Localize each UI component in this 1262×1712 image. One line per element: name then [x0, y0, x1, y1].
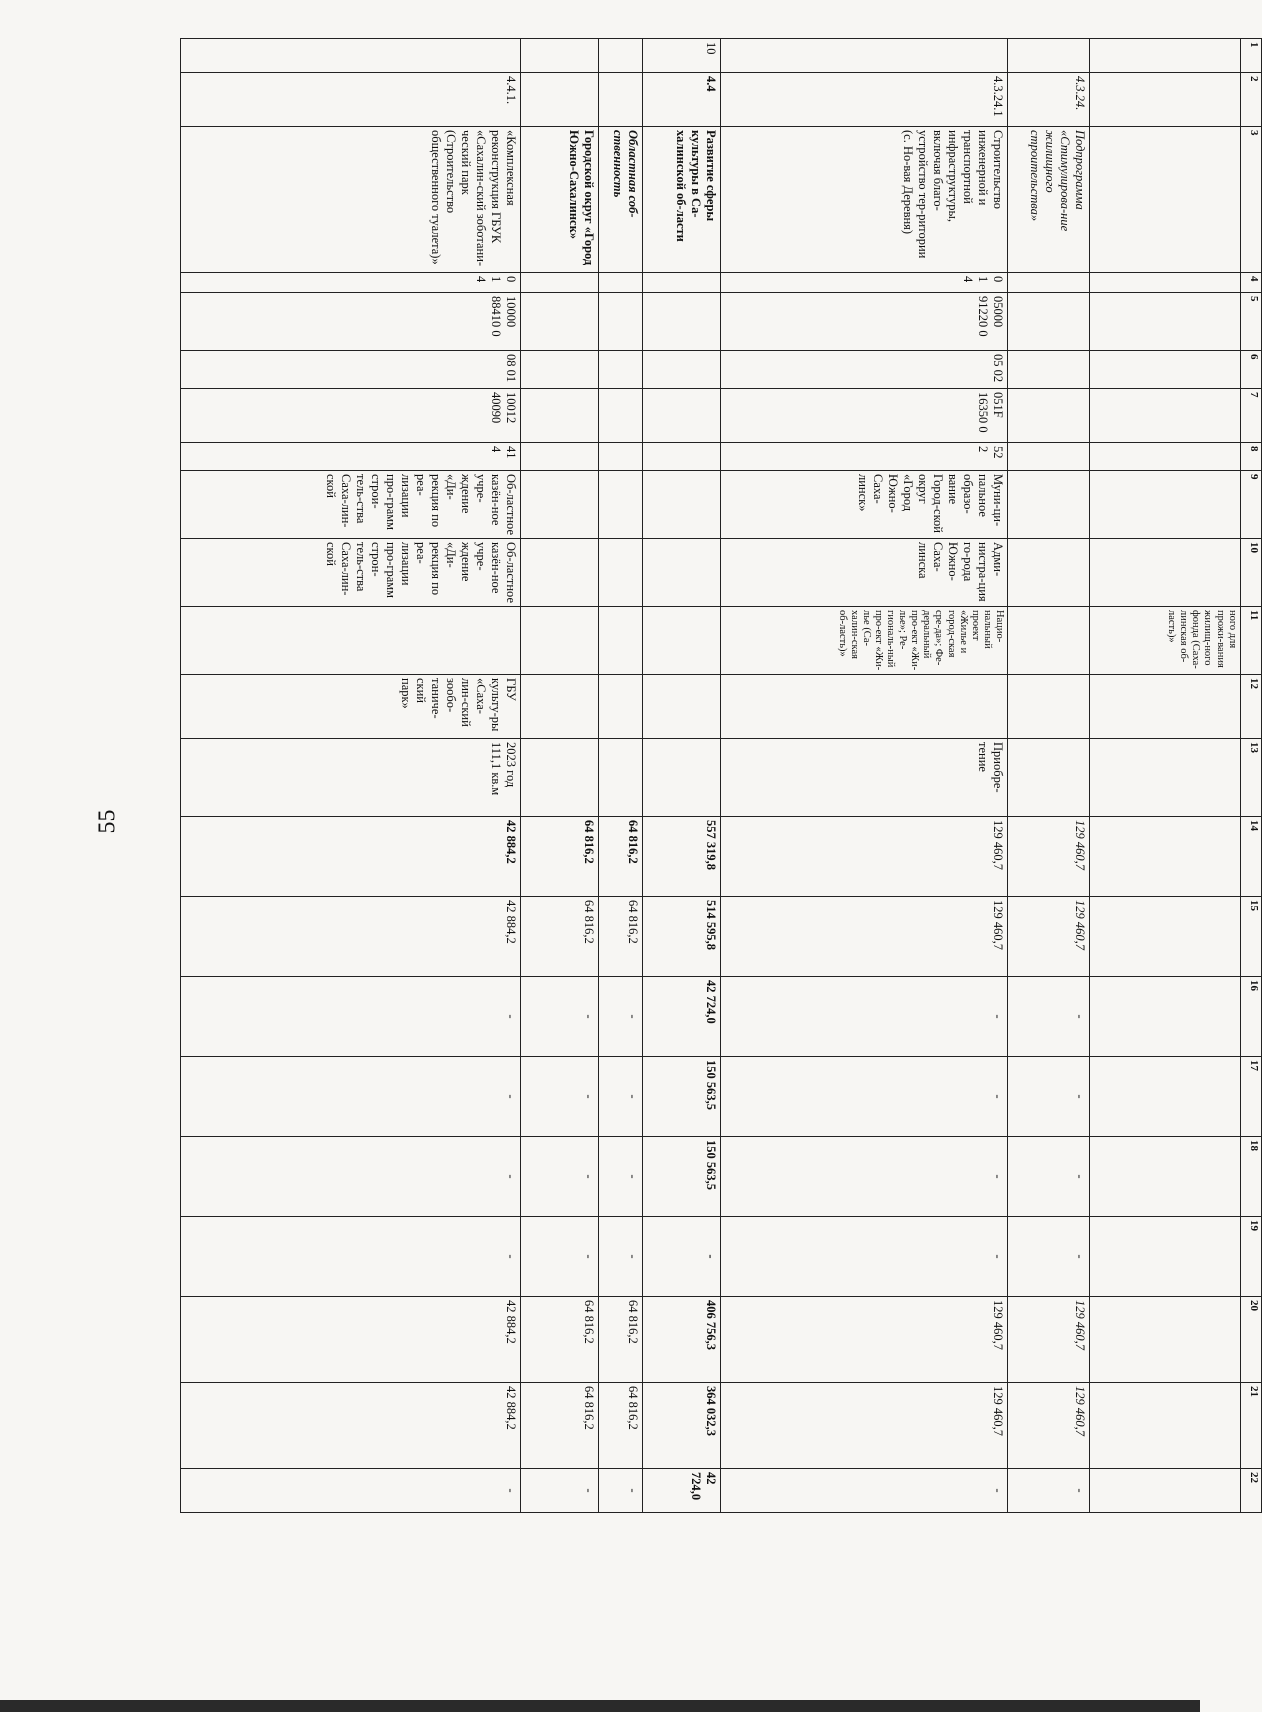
cell: - — [520, 1469, 598, 1513]
cell: 129 460,7 — [1007, 817, 1089, 897]
col-header: 19 — [1240, 1217, 1261, 1297]
col-header: 21 — [1240, 1383, 1261, 1469]
cell — [598, 675, 642, 739]
cell: 4.4 — [642, 73, 720, 127]
cell: 129 460,7 — [720, 897, 1007, 977]
cell — [1089, 897, 1240, 977]
cell: 64 816,2 — [520, 1383, 598, 1469]
cell: ного для прожи-вания жилищ-ного фонда (Саха-линская об-ласть)» — [1089, 607, 1240, 675]
cell: - — [181, 1217, 521, 1297]
cell — [1089, 351, 1240, 389]
cell — [181, 39, 521, 73]
col-header: 13 — [1240, 739, 1261, 817]
cell: 4.4.1. — [181, 73, 521, 127]
cell — [520, 471, 598, 539]
cell: 150 563,5 — [642, 1057, 720, 1137]
cell — [1089, 127, 1240, 273]
cell: - — [520, 1137, 598, 1217]
cell — [720, 39, 1007, 73]
cell: Городской округ «Город Южно-Сахалинск» — [520, 127, 598, 273]
cell: 051F 16350 0 — [720, 389, 1007, 443]
cell: Приобре-тение — [720, 739, 1007, 817]
cell — [520, 539, 598, 607]
cell — [1089, 73, 1240, 127]
cell: 41 4 — [181, 443, 521, 471]
cell: - — [720, 1217, 1007, 1297]
scan-edge — [0, 1700, 1200, 1712]
cell: 64 816,2 — [598, 1297, 642, 1383]
cell — [642, 471, 720, 539]
cell: - — [181, 1137, 521, 1217]
cell — [520, 39, 598, 73]
cell — [1089, 539, 1240, 607]
cell — [598, 273, 642, 293]
cell — [1089, 675, 1240, 739]
cell — [181, 607, 521, 675]
cell: 42 884,2 — [181, 817, 521, 897]
cell: 406 756,3 — [642, 1297, 720, 1383]
cell — [598, 39, 642, 73]
cell: 129 460,7 — [1007, 1297, 1089, 1383]
cell: - — [1007, 1057, 1089, 1137]
cell: 514 595,8 — [642, 897, 720, 977]
col-header: 22 — [1240, 1469, 1261, 1513]
col-header: 4 — [1240, 273, 1261, 293]
cell — [642, 293, 720, 351]
cell — [598, 471, 642, 539]
cell: Развитие сферы культуры в Са-халинской об-ласти — [642, 127, 720, 273]
cell: ГБУ культу-ры «Саха-лин-ский зообо-таниче-ский парк» — [181, 675, 521, 739]
col-header: 10 — [1240, 539, 1261, 607]
cell — [1089, 977, 1240, 1057]
table-row — [598, 39, 642, 1513]
col-header: 17 — [1240, 1057, 1261, 1137]
col-header: 7 — [1240, 389, 1261, 443]
cell: - — [520, 1057, 598, 1137]
cell: - — [720, 977, 1007, 1057]
cell: - — [720, 1469, 1007, 1513]
cell: 42 884,2 — [181, 897, 521, 977]
cell: 2023 год 111,1 кв.м — [181, 739, 521, 817]
table-row — [520, 39, 598, 1513]
cell: - — [598, 977, 642, 1057]
cell — [1089, 389, 1240, 443]
col-header: 11 — [1240, 607, 1261, 675]
cell: - — [181, 1057, 521, 1137]
cell: 42 884,2 — [181, 1383, 521, 1469]
cell: 364 032,3 — [642, 1383, 720, 1469]
cell — [1089, 1137, 1240, 1217]
table-row — [1007, 39, 1089, 1513]
cell — [1089, 817, 1240, 897]
cell — [520, 73, 598, 127]
cell: 4.3.24.1 — [720, 73, 1007, 127]
cell: 10 — [642, 39, 720, 73]
col-header: 12 — [1240, 675, 1261, 739]
col-header: 14 — [1240, 817, 1261, 897]
cell: 129 460,7 — [720, 817, 1007, 897]
cell — [1007, 273, 1089, 293]
cell — [1007, 739, 1089, 817]
cell — [1007, 351, 1089, 389]
cell — [598, 351, 642, 389]
cell — [1089, 39, 1240, 73]
cell: «Комплексная реконструкция ГБУК «Сахалин-ский зоботани-ческий парк (Строительство общественного туалета)» — [181, 127, 521, 273]
cell: 64 816,2 — [520, 897, 598, 977]
cell: 0 1 4 — [720, 273, 1007, 293]
cell: - — [520, 1217, 598, 1297]
cell: Об-ластное казён-ное учре-ждение «Ди-рекция по реа-лизации про-грамм строн-тель-ства Саха-лин-ской — [181, 539, 521, 607]
cell — [1007, 675, 1089, 739]
cell — [1007, 539, 1089, 607]
col-header: 6 — [1240, 351, 1261, 389]
cell: 557 319,8 — [642, 817, 720, 897]
col-header: 15 — [1240, 897, 1261, 977]
cell: Подпрограмма «Стимулирова-ние жилищного строительства» — [1007, 127, 1089, 273]
cell — [642, 607, 720, 675]
cell: Адми-нистра-ция го-рода Южно-Саха-линска — [720, 539, 1007, 607]
cell — [1089, 293, 1240, 351]
cell — [1089, 1297, 1240, 1383]
cell — [1007, 39, 1089, 73]
col-header: 16 — [1240, 977, 1261, 1057]
cell: 52 2 — [720, 443, 1007, 471]
cell — [642, 273, 720, 293]
cell: - — [1007, 1137, 1089, 1217]
cell: 129 460,7 — [1007, 1383, 1089, 1469]
cell — [720, 675, 1007, 739]
cell: 129 460,7 — [1007, 897, 1089, 977]
cell — [1089, 273, 1240, 293]
table-row — [720, 39, 1007, 1513]
cell — [520, 607, 598, 675]
cell — [520, 273, 598, 293]
cell: 64 816,2 — [520, 817, 598, 897]
cell — [642, 389, 720, 443]
cell: Областная соб-ственность — [598, 127, 642, 273]
cell: - — [181, 1469, 521, 1513]
column-number-row — [1240, 39, 1261, 1513]
cell: Нацио-нальный проект «Жилье и город-ская сре-да»; Фе-деральный про-ект «Жи-лье»; Ре-гиональ-ный про-ект «Жи-лье (Са-халин-ская об-ласть)» — [720, 607, 1007, 675]
cell: 64 816,2 — [598, 897, 642, 977]
cell: 10012 40090 — [181, 389, 521, 443]
cell: 42 724,0 — [642, 1469, 720, 1513]
cell: 05000 91220 0 — [720, 293, 1007, 351]
cell: - — [1007, 977, 1089, 1057]
cell: - — [598, 1469, 642, 1513]
cell: 4.3.24. — [1007, 73, 1089, 127]
cell: 64 816,2 — [598, 1383, 642, 1469]
program-funding-table — [180, 38, 1262, 1513]
cell — [598, 539, 642, 607]
cell: 64 816,2 — [598, 817, 642, 897]
col-header: 18 — [1240, 1137, 1261, 1217]
cell: - — [598, 1217, 642, 1297]
col-header: 1 — [1240, 39, 1261, 73]
cell: - — [1007, 1469, 1089, 1513]
cell — [1089, 1217, 1240, 1297]
cell: - — [598, 1057, 642, 1137]
cell — [642, 739, 720, 817]
cell: - — [1007, 1217, 1089, 1297]
cell — [1089, 1057, 1240, 1137]
cell: - — [181, 977, 521, 1057]
col-header: 2 — [1240, 73, 1261, 127]
cell — [520, 389, 598, 443]
cell: Об-ластное казён-ное учре-ждение «Ди-рекция по реа-лизации про-грамм строи-тель-ства Саха-лин-ской — [181, 471, 521, 539]
table-row — [1089, 39, 1240, 1513]
cell: Муни-ци-пальное образо-вание Город-ской округ «Город Южно-Саха-линск» — [720, 471, 1007, 539]
cell: Строительство инженерной и транспортной инфраструктуры, включая благо-устройство тер-ритории (с. Но-вая Деревня) — [720, 127, 1007, 273]
cell — [1089, 471, 1240, 539]
cell — [1089, 1383, 1240, 1469]
cell: 42 884,2 — [181, 1297, 521, 1383]
cell — [1089, 443, 1240, 471]
cell — [598, 443, 642, 471]
cell — [598, 73, 642, 127]
cell: 129 460,7 — [720, 1297, 1007, 1383]
table-row — [642, 39, 720, 1513]
cell — [598, 293, 642, 351]
cell: 129 460,7 — [720, 1383, 1007, 1469]
cell — [520, 351, 598, 389]
cell — [1007, 607, 1089, 675]
cell — [598, 739, 642, 817]
cell — [598, 607, 642, 675]
cell — [642, 443, 720, 471]
cell — [1007, 443, 1089, 471]
cell: - — [598, 1137, 642, 1217]
cell: 42 724,0 — [642, 977, 720, 1057]
cell: 0 1 4 — [181, 273, 521, 293]
cell — [520, 739, 598, 817]
cell — [1007, 293, 1089, 351]
cell — [520, 293, 598, 351]
col-header: 20 — [1240, 1297, 1261, 1383]
cell: - — [642, 1217, 720, 1297]
cell: 10000 88410 0 — [181, 293, 521, 351]
cell: 08 01 — [181, 351, 521, 389]
page-number: 55 — [94, 809, 121, 834]
program-table-container — [180, 38, 1262, 1512]
cell — [1007, 389, 1089, 443]
table-row — [181, 39, 521, 1513]
cell: - — [720, 1057, 1007, 1137]
cell — [1089, 1469, 1240, 1513]
cell — [598, 389, 642, 443]
cell — [520, 443, 598, 471]
cell: 150 563,5 — [642, 1137, 720, 1217]
cell — [642, 351, 720, 389]
cell — [642, 675, 720, 739]
cell — [642, 539, 720, 607]
col-header: 9 — [1240, 471, 1261, 539]
cell: - — [520, 977, 598, 1057]
cell: - — [720, 1137, 1007, 1217]
cell: 05 02 — [720, 351, 1007, 389]
cell — [1007, 471, 1089, 539]
cell — [520, 675, 598, 739]
col-header: 3 — [1240, 127, 1261, 273]
cell: 64 816,2 — [520, 1297, 598, 1383]
col-header: 5 — [1240, 293, 1261, 351]
col-header: 8 — [1240, 443, 1261, 471]
cell — [1089, 739, 1240, 817]
